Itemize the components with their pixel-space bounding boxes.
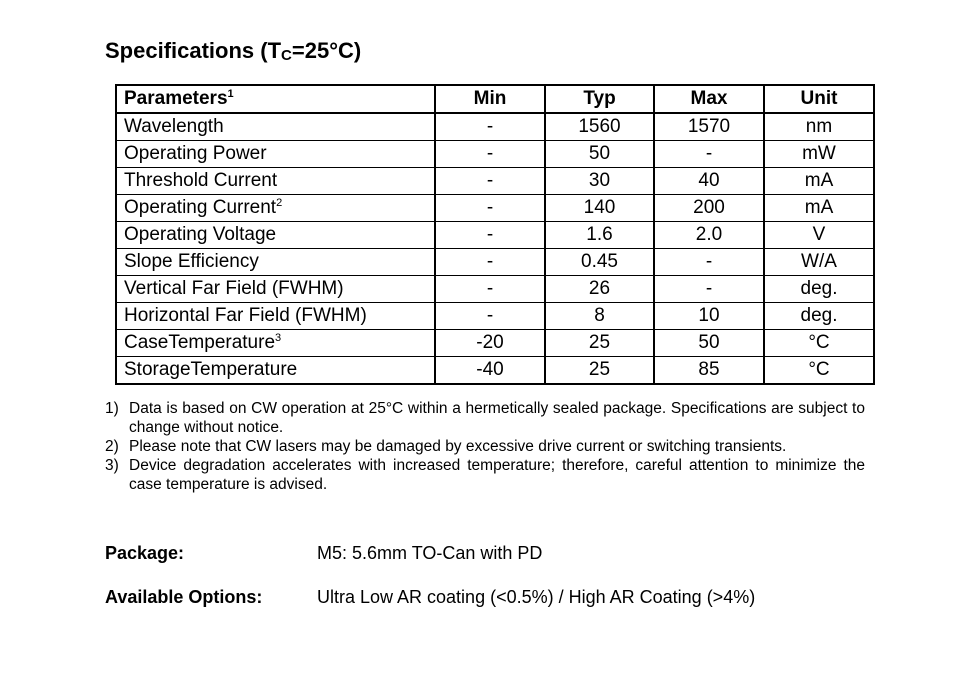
cell-parameter — [116, 113, 435, 141]
cell-max: 10 — [654, 303, 764, 330]
table-row — [116, 113, 874, 141]
table-header-row — [116, 85, 874, 113]
parameter-name: Vertical Far Field (FWHM) — [124, 278, 344, 299]
cell-min: - — [435, 113, 545, 141]
footnote-marker: 2 — [276, 197, 283, 209]
header-min: Min — [435, 85, 545, 113]
options-row — [105, 585, 755, 609]
footnote-item — [105, 456, 865, 494]
cell-unit: deg. — [764, 276, 874, 303]
parameter-name: Slope Efficiency — [124, 251, 259, 272]
cell-parameter — [116, 357, 435, 385]
cell-unit: mA — [764, 168, 874, 195]
title-subscript: C — [281, 47, 292, 64]
footnotes-list — [105, 399, 865, 494]
cell-typ: 26 — [545, 276, 654, 303]
table-body — [116, 113, 874, 384]
footnote-item — [105, 437, 865, 456]
cell-typ: 140 — [545, 195, 654, 222]
cell-max: 50 — [654, 330, 764, 357]
cell-min: - — [435, 168, 545, 195]
package-row — [105, 541, 542, 565]
cell-typ: 50 — [545, 141, 654, 168]
page-title — [105, 37, 361, 70]
package-label: Package: — [105, 543, 185, 563]
header-unit: Unit — [764, 85, 874, 113]
table-row — [116, 330, 874, 357]
table-row — [116, 141, 874, 168]
cell-typ: 8 — [545, 303, 654, 330]
title-suffix: =25°C) — [291, 38, 362, 63]
parameter-name: Operating Current — [124, 197, 277, 218]
cell-max: 85 — [654, 357, 764, 385]
cell-max: 40 — [654, 168, 764, 195]
cell-typ: 25 — [545, 357, 654, 385]
table-row — [116, 303, 874, 330]
cell-unit: nm — [764, 113, 874, 141]
options-label: Available Options: — [105, 587, 263, 607]
footnote-marker: 3 — [275, 332, 282, 344]
cell-parameter — [116, 303, 435, 330]
table-row — [116, 357, 874, 385]
cell-typ: 0.45 — [545, 249, 654, 276]
cell-typ: 1.6 — [545, 222, 654, 249]
header-max: Max — [654, 85, 764, 113]
cell-max: 1570 — [654, 113, 764, 141]
cell-unit: V — [764, 222, 874, 249]
table-row — [116, 276, 874, 303]
cell-typ: 1560 — [545, 113, 654, 141]
footnote-item — [105, 399, 865, 437]
table-row — [116, 249, 874, 276]
footnote-marker: 1 — [227, 88, 234, 100]
footnote-text: Please note that CW lasers may be damaged by excessive drive current or switching transients. — [129, 438, 787, 455]
cell-max: - — [654, 249, 764, 276]
cell-min: -20 — [435, 330, 545, 357]
cell-min: - — [435, 195, 545, 222]
cell-max: 2.0 — [654, 222, 764, 249]
cell-unit: °C — [764, 330, 874, 357]
title-prefix: Specifications (T — [105, 38, 282, 63]
parameter-name: Threshold Current — [124, 170, 278, 191]
table-row — [116, 222, 874, 249]
cell-parameter — [116, 276, 435, 303]
specifications-table — [115, 84, 875, 385]
footnote-number: 1) — [105, 400, 119, 417]
parameter-name: Operating Voltage — [124, 224, 277, 245]
cell-max: 200 — [654, 195, 764, 222]
cell-parameter — [116, 249, 435, 276]
cell-min: - — [435, 276, 545, 303]
parameter-name: Operating Power — [124, 143, 267, 164]
cell-typ: 25 — [545, 330, 654, 357]
options-value: Ultra Low AR coating (<0.5%) / High AR Coating (>4%) — [317, 587, 756, 607]
footnote-text: Device degradation accelerates with increased temperature; therefore, careful attention to minimize the case temperature is advised. — [129, 457, 865, 493]
parameter-name: StorageTemperature — [124, 359, 298, 380]
cell-min: - — [435, 222, 545, 249]
footnote-number: 2) — [105, 438, 119, 455]
table-row — [116, 168, 874, 195]
cell-unit: mA — [764, 195, 874, 222]
parameter-name: Wavelength — [124, 116, 224, 137]
parameter-name: CaseTemperature — [124, 332, 276, 353]
cell-min: - — [435, 141, 545, 168]
cell-min: - — [435, 303, 545, 330]
header-parameters: Parameters$^1$ — [116, 85, 435, 113]
header-typ: Typ — [545, 85, 654, 113]
cell-max: - — [654, 276, 764, 303]
cell-unit: °C — [764, 357, 874, 385]
package-value: M5: 5.6mm TO-Can with PD — [317, 543, 543, 563]
parameter-name: Horizontal Far Field (FWHM) — [124, 305, 367, 326]
table-row — [116, 195, 874, 222]
footnote-number: 3) — [105, 457, 119, 474]
cell-min: - — [435, 249, 545, 276]
cell-max: - — [654, 141, 764, 168]
cell-unit: deg. — [764, 303, 874, 330]
cell-unit: W/A — [764, 249, 874, 276]
cell-parameter — [116, 222, 435, 249]
cell-parameter — [116, 168, 435, 195]
cell-parameter — [116, 330, 435, 357]
cell-unit: mW — [764, 141, 874, 168]
cell-typ: 30 — [545, 168, 654, 195]
cell-min: -40 — [435, 357, 545, 385]
cell-parameter — [116, 195, 435, 222]
footnote-text: Data is based on CW operation at 25°C within a hermetically sealed package. Specifications are subject to change without notice. — [129, 400, 865, 436]
cell-parameter — [116, 141, 435, 168]
